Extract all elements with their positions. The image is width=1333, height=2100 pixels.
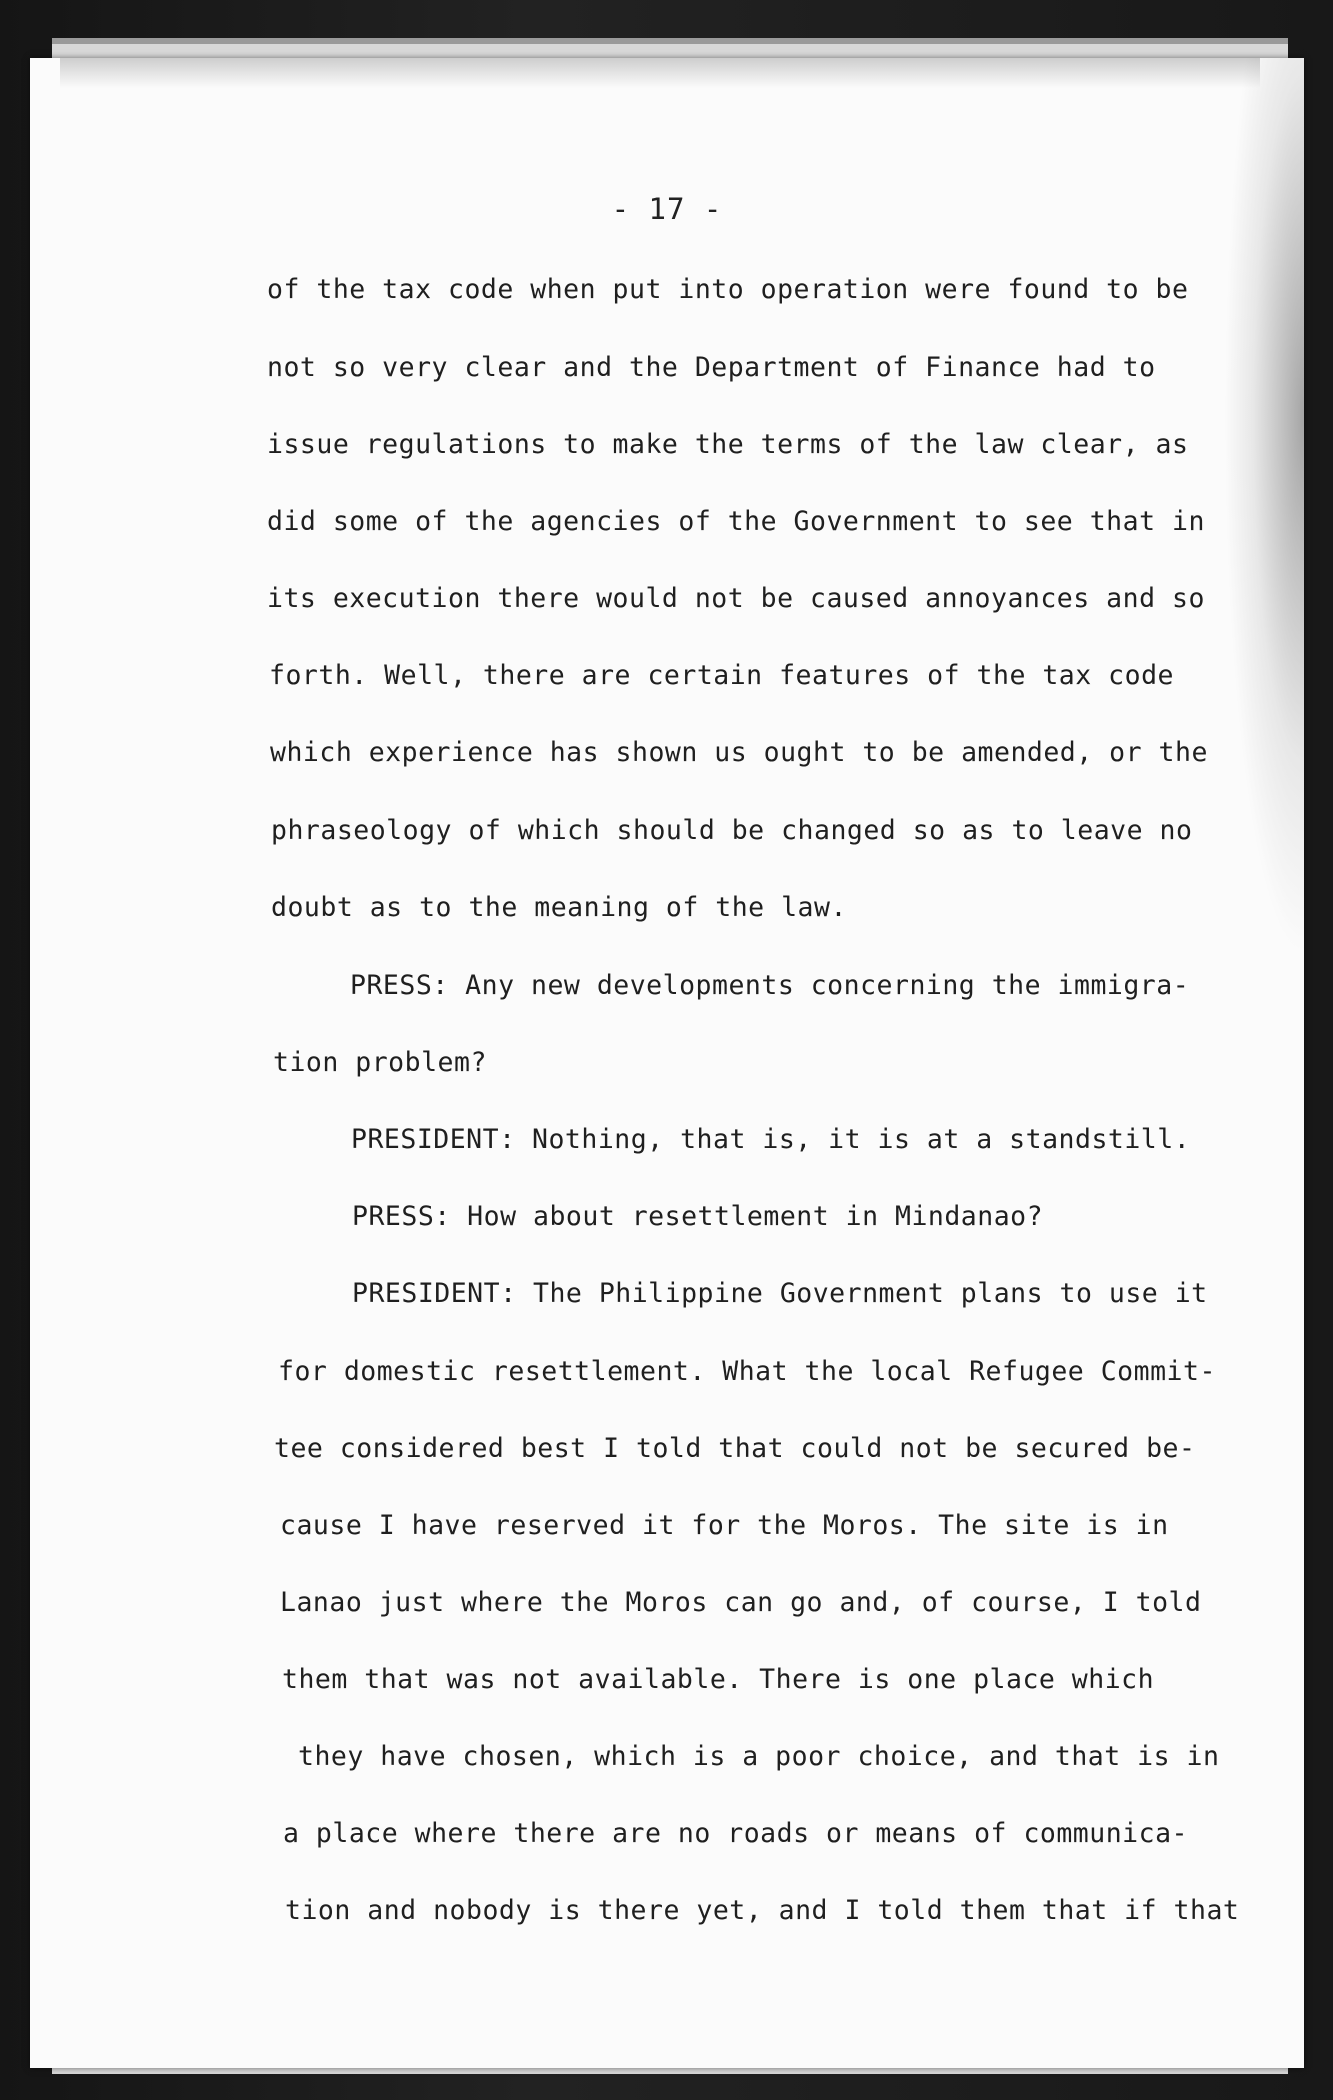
text-line: a place where there are no roads or means of communica- [283,1818,1188,1849]
scan-smudge-top [60,58,1260,88]
text-line: which experience has shown us ought to be amended, or the [270,737,1208,768]
text-line: issue regulations to make the terms of the law clear, as [267,429,1189,460]
text-line: Lanao just where the Moros can go and, of course, I told [280,1587,1202,1618]
text-line: tion problem? [273,1047,487,1078]
text-line: PRESIDENT: The Philippine Government plans to use it [352,1278,1208,1309]
text-line: doubt as to the meaning of the law. [271,892,847,923]
text-line: did some of the agencies of the Government to see that in [267,506,1205,537]
text-line: PRESIDENT: Nothing, that is, it is at a standstill. [351,1124,1191,1155]
text-line: PRESS: How about resettlement in Mindanao? [352,1201,1044,1232]
text-line: of the tax code when put into operation were found to be [267,274,1189,305]
text-line: not so very clear and the Department of Finance had to [267,352,1156,383]
text-line: tee considered best I told that could not be secured be- [274,1433,1196,1464]
text-line: for domestic resettlement. What the local Refugee Commit- [278,1356,1216,1387]
page-number: - 17 - [611,192,723,226]
text-line: tion and nobody is there yet, and I told them that if that [285,1895,1240,1926]
text-line: phraseology of which should be changed so as to leave no [271,815,1193,846]
text-line: them that was not available. There is one place which [282,1664,1155,1695]
text-line: its execution there would not be caused annoyances and so [267,583,1205,614]
text-line: they have chosen, which is a poor choice, and that is in [298,1741,1220,1772]
document-page [30,58,1304,2068]
text-line: PRESS: Any new developments concerning the immigra- [350,970,1190,1001]
text-line: forth. Well, there are certain features of the tax code [269,660,1174,691]
text-line: cause I have reserved it for the Moros. The site is in [280,1510,1169,1541]
